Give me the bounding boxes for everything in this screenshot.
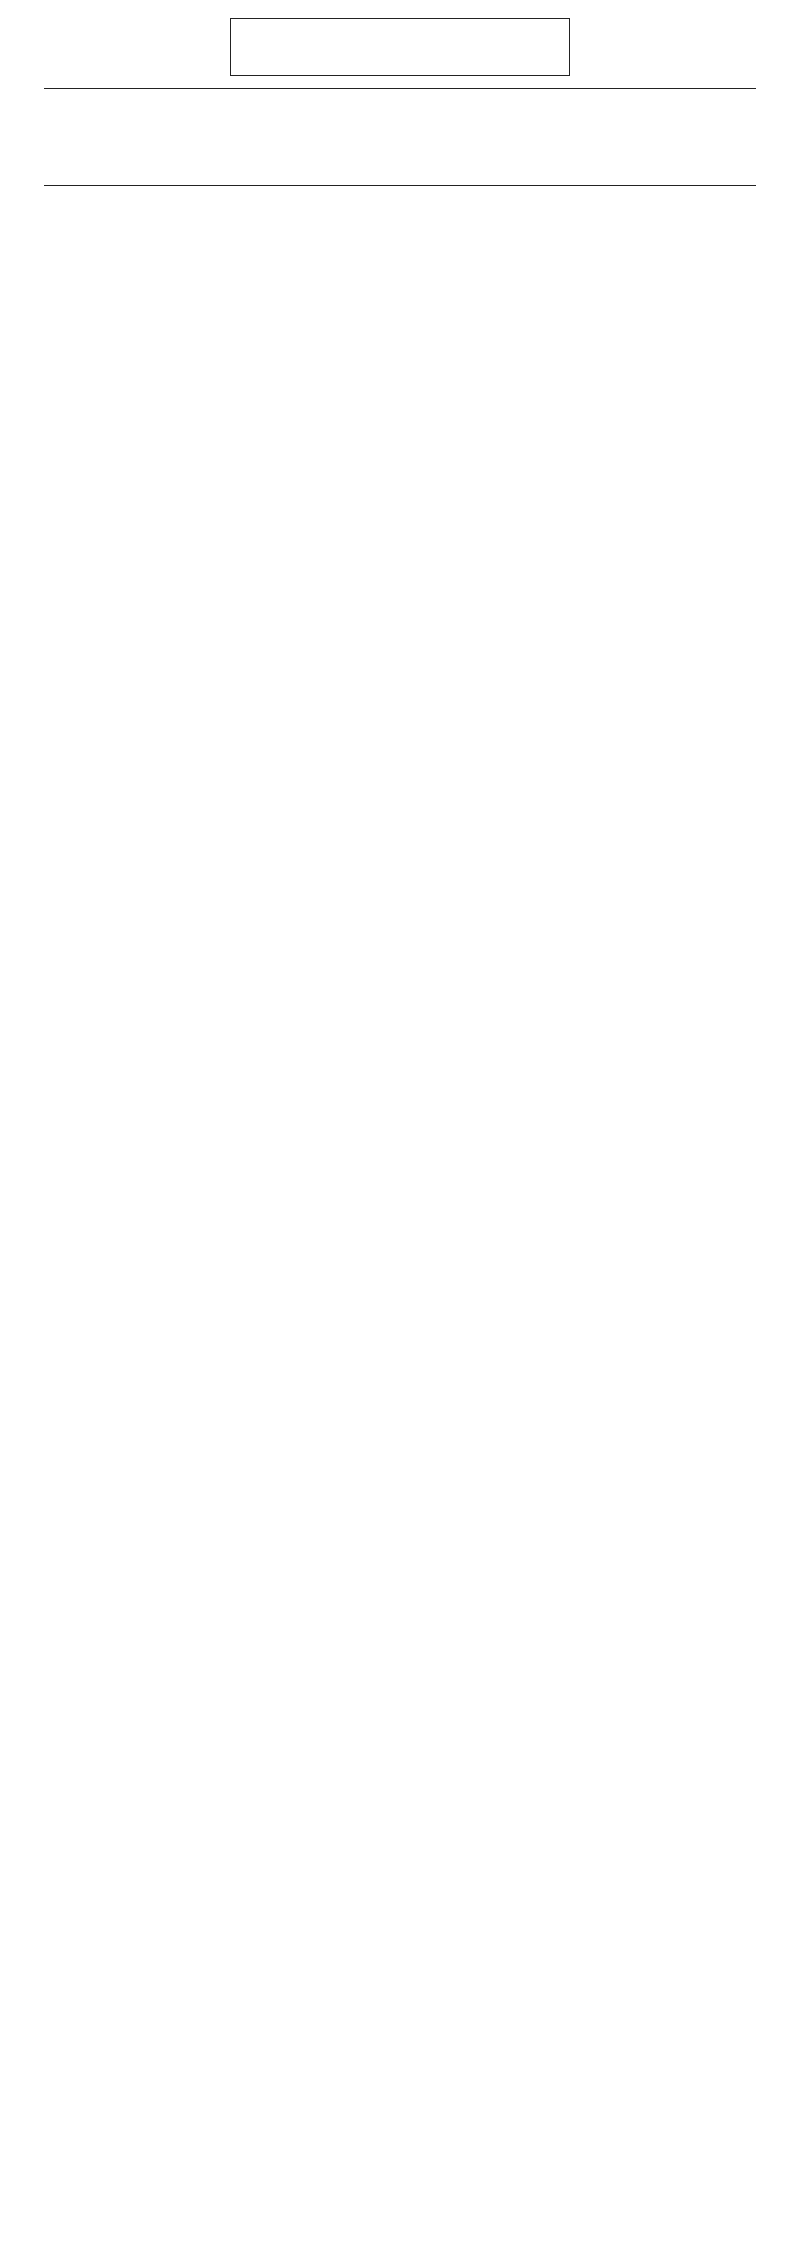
masthead bbox=[230, 18, 570, 76]
headline bbox=[44, 88, 756, 186]
paragraph-gap bbox=[44, 214, 756, 276]
paragraph-gap bbox=[44, 276, 756, 340]
article-body bbox=[44, 214, 756, 340]
